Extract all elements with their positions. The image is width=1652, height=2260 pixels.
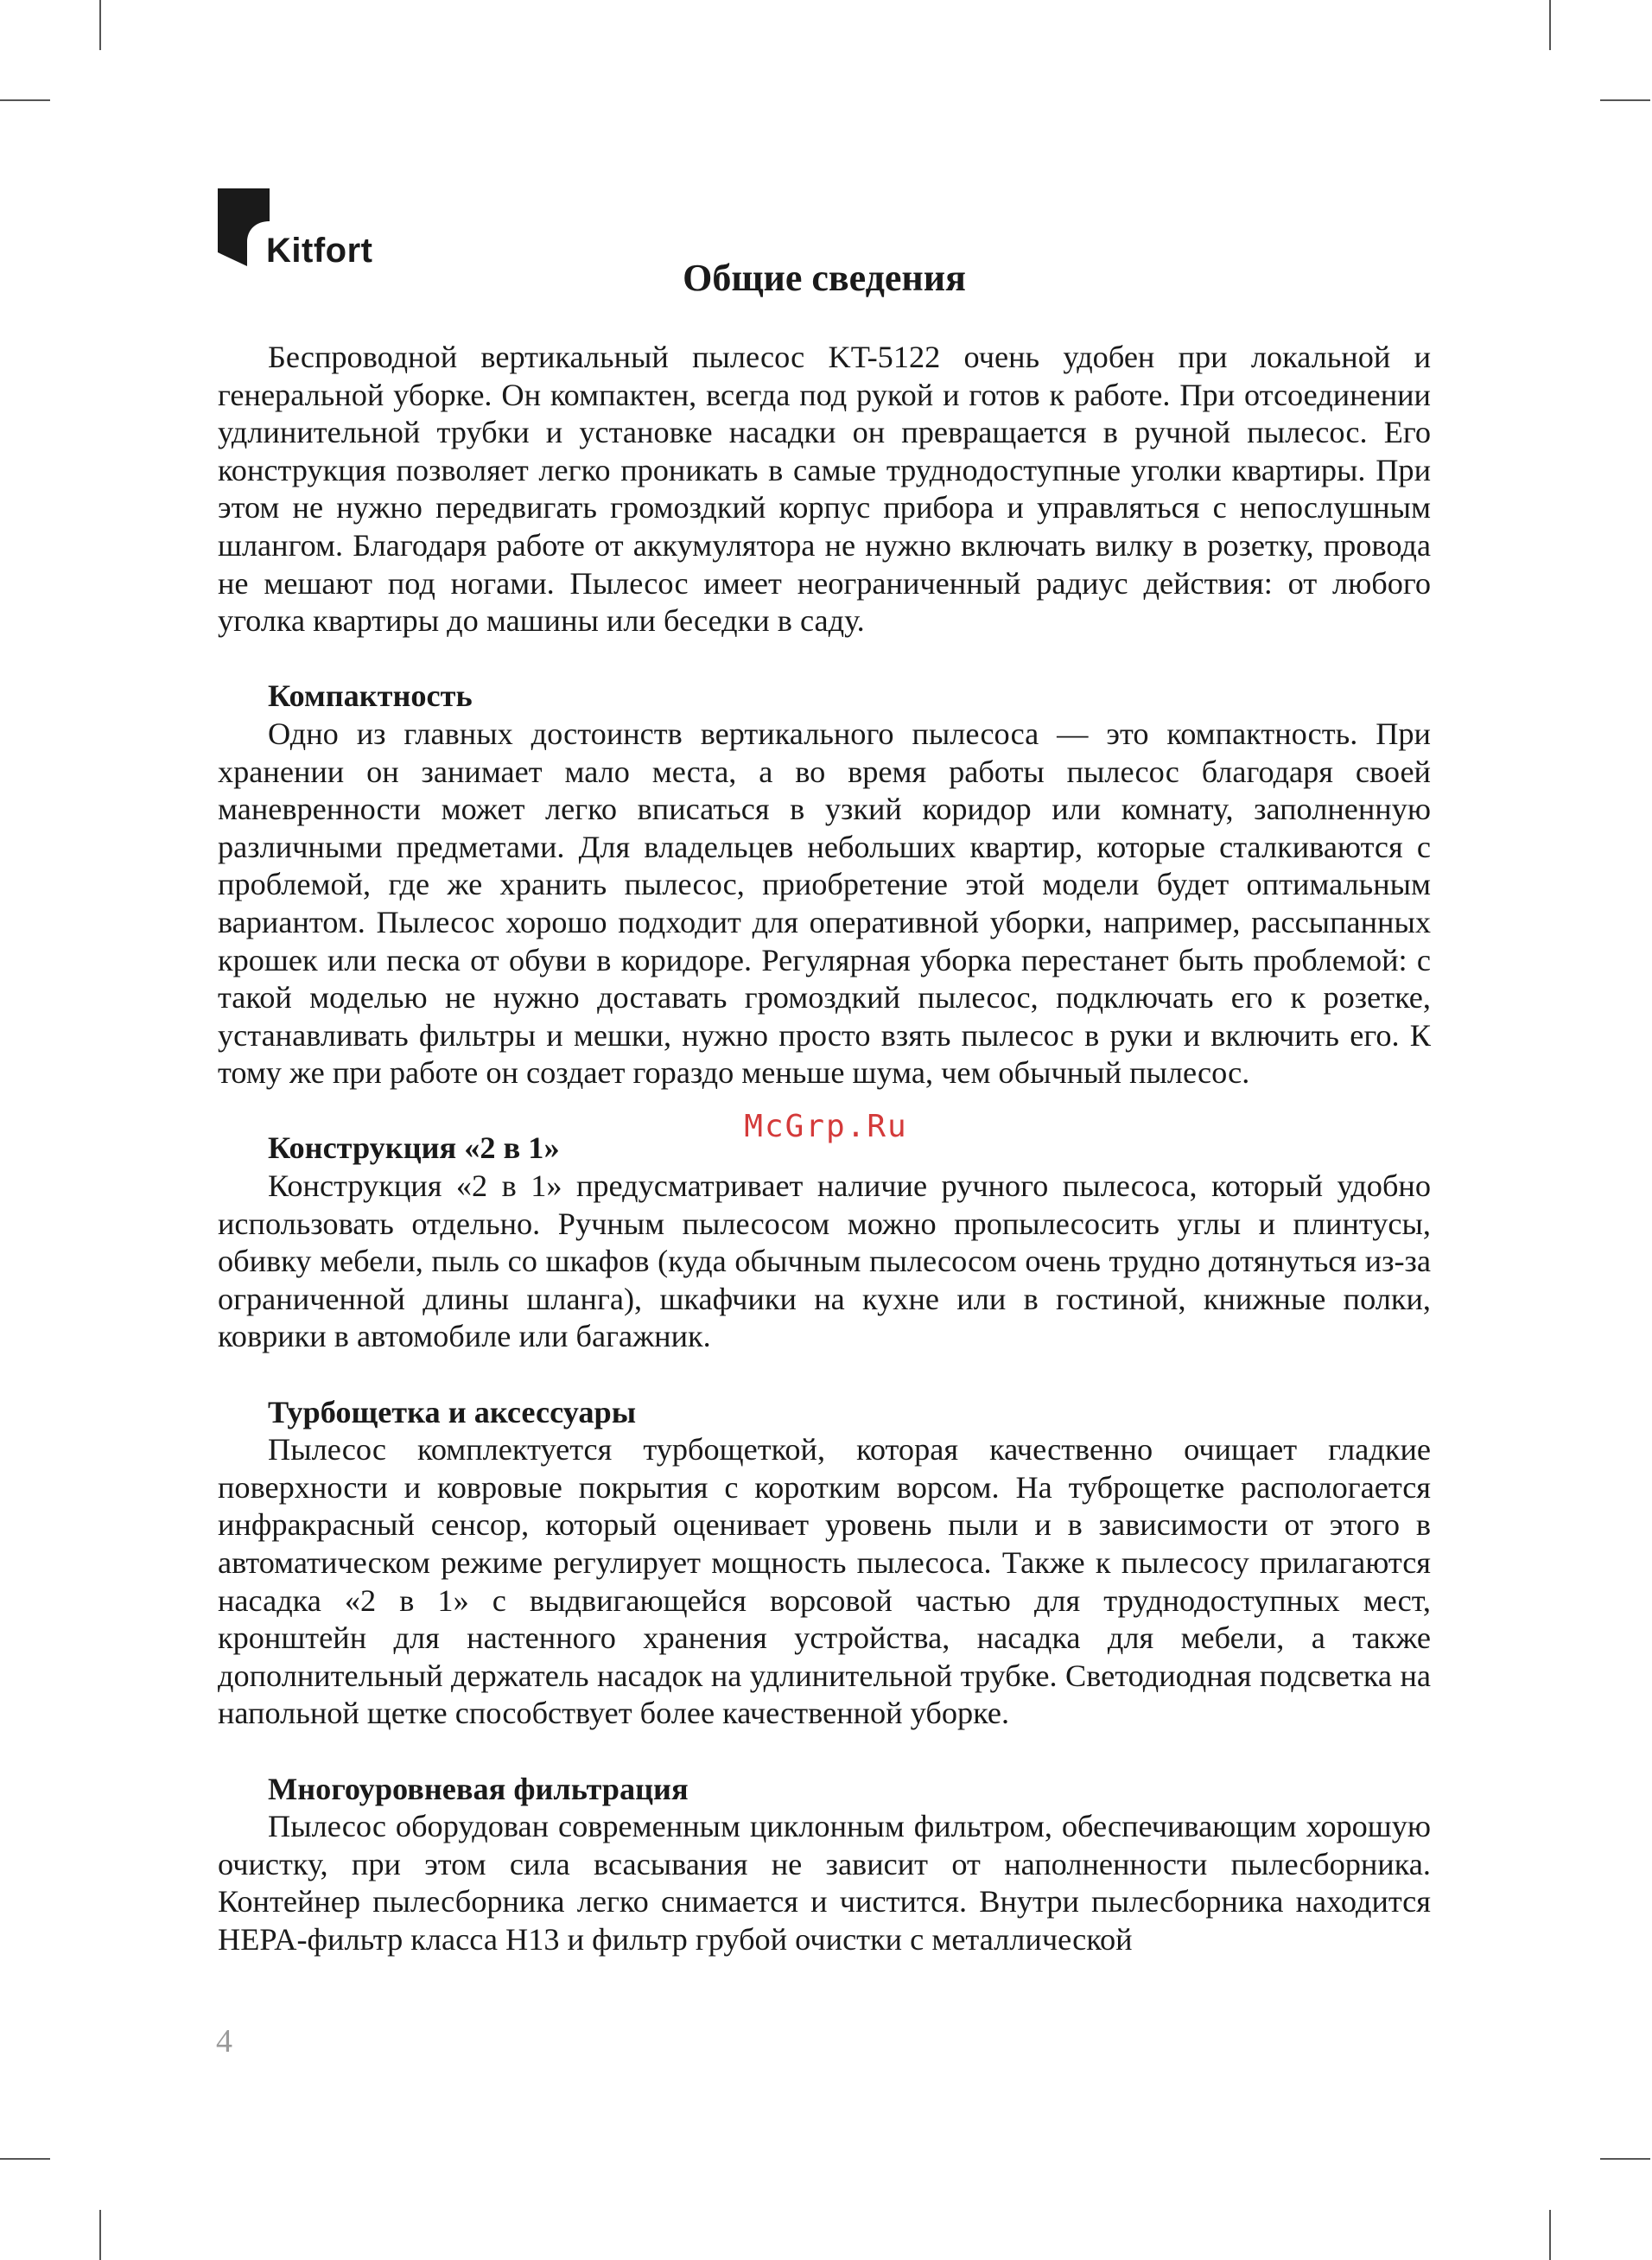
crop-mark <box>1600 2158 1650 2160</box>
section-text-compactness: Одно из главных достоинств вертикального пылесоса — это компактность. При хранении он занимает мало места, а во время работы пылесос благодаря своей маневренности может легко вписаться в узкий коридор или комнату, заполненную различными предметами. Для владельцев небольших квартир, которые сталкиваются с проблемой, где же хранить пылесос, приобретение этой модели будет оптимальным вариантом. Пылесос хорошо подходит для оперативной уборки, например, рассыпанных крошек или песка от обуви в коридоре. Регулярная уборка перестанет быть проблемой: с такой моделью не нужно доставать громоздкий пылесос, подключать его к розетке, устанавливать фильтры и мешки, нужно просто взять пылесос в руки и включить его. К тому же при работе он создает гораздо меньше шума, чем обычный пылесос. <box>218 716 1431 1091</box>
section-heading-turbobrush: Турбощетка и аксессуары <box>268 1394 637 1429</box>
crop-mark <box>1549 2210 1551 2260</box>
section-text-turbobrush: Пылесос комплектуется турбощеткой, которая качественно очищает гладкие поверхности и ковровые покрытия с коротким ворсом. На туброщетке распологается инфракрасный сенсор, который оценивает уровень пыли и в зависимости от этого в автоматическом режиме регулирует мощность пылесоса. Также к пылесосу прилагаются насадка «2 в 1» с выдвигающейся ворсовой частью для труднодоступных мест, кронштейн для настенного хранения устройства, насадка для мебели, а также дополнительный держатель насадок на удлинительной трубке. Светодиодная подсветка на напольной щетке способствует более качественной уборке. <box>218 1432 1431 1731</box>
section-heading-2in1: Конструкция «2 в 1» <box>268 1130 560 1166</box>
intro-paragraph: Беспроводной вертикальный пылесос KT-5122 очень удобен при локальной и генеральной уборке. Он компактен, всегда под рукой и готов к работе. При отсоединении удлинительной трубки и установке насадки он превращается в ручной пылесос. Его конструкция позволяет легко проникать в самые труднодоступные уголки квартиры. При этом не нужно передвигать громоздкий корпус прибора и управляться с непослушным шлангом. Благодаря работе от аккумулятора не нужно включать вилку в розетку, провода не мешают под ногами. Пылесос имеет неограниченный радиус действия: от любого уголка квартиры до машины или беседки в саду. <box>218 340 1431 639</box>
section-heading-compactness: Компактность <box>268 678 473 714</box>
section-text-2in1: Конструкция «2 в 1» предусматривает наличие ручного пылесоса, который удобно использовать отдельно. Ручным пылесосом можно пропылесосить углы и плинтусы, обивку мебели, пыль со шкафов (куда обычным пылесосом очень трудно дотянуться из-за ограниченной длины шланга), шкафчики на кухне или в гостиной, книжные полки, коврики в автомобиле или багажник. <box>218 1168 1431 1354</box>
page-title: Общие сведения <box>683 257 966 299</box>
crop-mark <box>99 2210 101 2260</box>
crop-mark <box>1549 0 1551 50</box>
page-number: 4 <box>216 2023 232 2059</box>
crop-mark <box>1600 99 1650 101</box>
section-text-filtration: Пылесос оборудован современным циклонным фильтром, обеспечивающим хорошую очистку, при этом сила всасывания не зависит от наполненности пылесборника. Контейнер пылесборника легко снимается и чистится. Внутри пылесборника находится HEPA-фильтр класса H13 и фильтр грубой очистки с металлической <box>218 1809 1431 1957</box>
crop-mark <box>99 0 101 50</box>
crop-mark <box>0 99 50 101</box>
document-body <box>218 339 1431 1959</box>
crop-mark <box>0 2158 50 2160</box>
brand-name: Kitfort <box>266 232 373 270</box>
watermark: McGrp.Ru <box>744 1109 908 1144</box>
section-heading-filtration: Многоуровневая фильтрация <box>268 1771 689 1806</box>
